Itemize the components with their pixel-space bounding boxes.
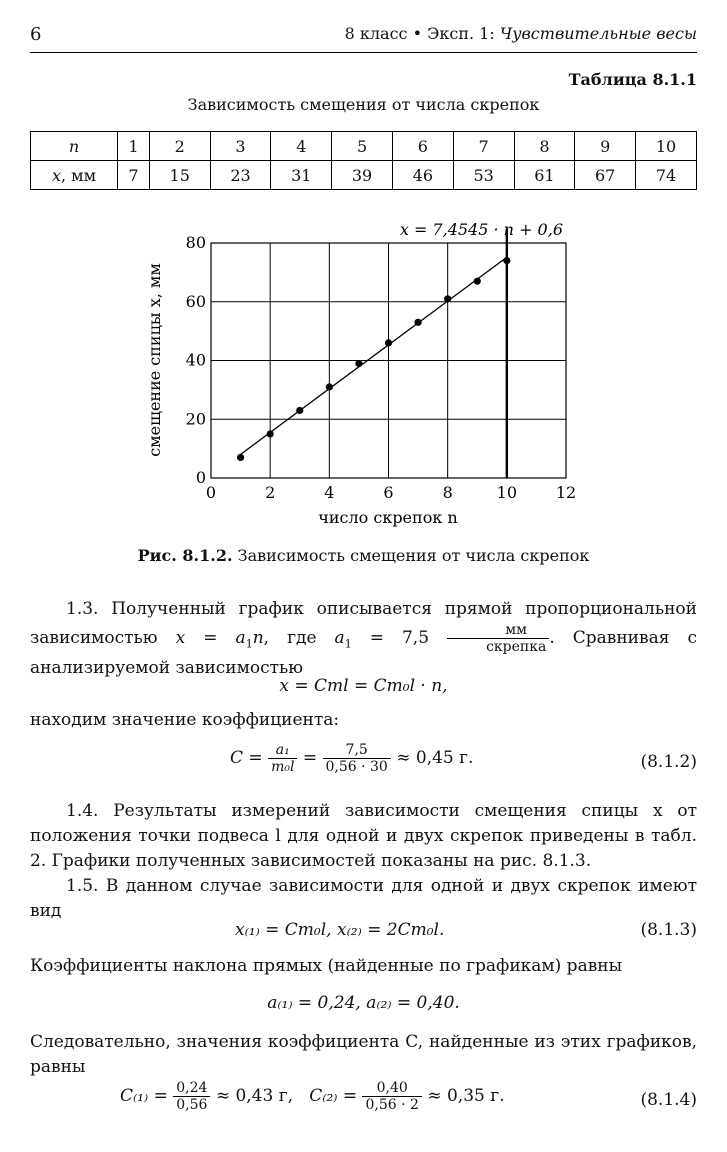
data-point xyxy=(444,295,451,302)
paragraph-1-4: 1.4. Результаты измерений зависимости смещения спицы x от положения точки подвеса l для одной и двух скрепок приведены в табл. 2. Графики полученных зависимостей показаны на рис. 8.1.3. xyxy=(30,801,697,871)
table-cell: 9 xyxy=(575,132,636,161)
table-row-n xyxy=(31,132,697,161)
eq4-frac-1 xyxy=(173,1080,210,1113)
data-point xyxy=(237,454,244,461)
table-cell: 10 xyxy=(636,132,697,161)
x-axis-label: число скрепок n xyxy=(318,508,458,527)
data-point xyxy=(474,278,481,285)
fit-equation-label: x = 7,4545 · n + 0,6 xyxy=(399,220,563,239)
chart-grid xyxy=(211,243,566,478)
table-cell: 31 xyxy=(271,161,332,190)
table-label: Таблица 8.1.1 xyxy=(568,70,697,89)
table-cell: 7 xyxy=(118,161,150,190)
x-tick-label: 10 xyxy=(496,483,518,502)
x-tick-label: 2 xyxy=(265,483,276,502)
eq3-body: x₍₁₎ = Cm₀l, x₍₂₎ = 2Cm₀l. xyxy=(235,920,445,940)
table-cell: 1 xyxy=(118,132,150,161)
page-number: 6 xyxy=(30,24,42,45)
data-point xyxy=(414,319,421,326)
eq2-f1-den: m₀l xyxy=(271,759,295,775)
eq4-c2: C₍₂₎ = xyxy=(309,1086,358,1106)
equation-1: x = Cml = Cm₀l · n, xyxy=(279,676,448,696)
header-topic: Чувствительные весы xyxy=(499,24,697,43)
data-point xyxy=(385,339,392,346)
x-tick-label: 8 xyxy=(442,483,453,502)
equation-number: (8.1.4) xyxy=(640,1090,697,1110)
table-header-x-unit: , мм xyxy=(60,165,97,185)
y-tick-label: 20 xyxy=(185,409,206,429)
table-cell: 15 xyxy=(149,161,210,190)
table-cell: 3 xyxy=(210,132,271,161)
running-header xyxy=(345,24,697,43)
eq4-r1: ≈ 0,43 г, xyxy=(215,1086,294,1106)
table-header-x-var: x xyxy=(51,165,61,185)
table-cell: 61 xyxy=(514,161,575,190)
equation-slopes: a₍₁₎ = 0,24, a₍₂₎ = 0,40. xyxy=(267,993,460,1013)
figure-caption xyxy=(0,546,727,565)
eq2-equals: = xyxy=(302,748,318,768)
table-cell: 67 xyxy=(575,161,636,190)
table-cell: 39 xyxy=(332,161,393,190)
table-cell: 6 xyxy=(392,132,453,161)
y-tick-label: 0 xyxy=(195,468,206,487)
data-point xyxy=(267,430,274,437)
p13-text-a: 1.3. Полученный график описывается прямой пропорциональной зависимостью xyxy=(30,599,697,648)
x-tick-label: 12 xyxy=(555,483,577,502)
eq4-f1-num: 0,24 xyxy=(173,1080,210,1097)
table-caption: Зависимость смещения от числа скрепок xyxy=(187,95,540,114)
table-cell: 7 xyxy=(453,132,514,161)
header-rule xyxy=(30,52,697,53)
paragraph-find: находим значение коэффициента: xyxy=(30,710,340,730)
figure-caption-text: Зависимость смещения от числа скрепок xyxy=(237,546,590,565)
eq4-f1-den: 0,56 xyxy=(176,1097,208,1113)
eq2-frac-1 xyxy=(268,742,297,775)
eq2-lhs: C = xyxy=(230,748,263,768)
equation-8-1-4 xyxy=(30,1080,697,1120)
eq4-frac-2 xyxy=(362,1080,421,1113)
p13-text-c: . Сравнивая с анализируемой зависимостью xyxy=(30,628,697,679)
data-point xyxy=(503,257,510,264)
data-point xyxy=(296,407,303,414)
paragraph-1-3: 1.3. Полученный график описывается прямой пропорциональной зависимостью $x = a_1n$, где $a_1 = 7,5$ $\frac{мм}{\text{скрепка}}$ . Сравнивая с анализируемой зависимостью xyxy=(30,599,697,679)
x-tick-label: 4 xyxy=(324,483,335,502)
y-tick-label: 40 xyxy=(185,350,206,370)
y-tick-label: 60 xyxy=(185,291,206,311)
equation-number: (8.1.3) xyxy=(640,920,697,940)
table-header-n: n xyxy=(31,132,118,161)
data-point xyxy=(355,360,362,367)
table-cell: 53 xyxy=(453,161,514,190)
equation-8-1-2 xyxy=(30,742,697,782)
equation-number: (8.1.2) xyxy=(640,752,697,772)
x-tick-label: 6 xyxy=(383,483,394,502)
table-header-x xyxy=(31,161,118,190)
table-cell: 2 xyxy=(149,132,210,161)
header-experiment: Эксп. 1: xyxy=(427,24,495,43)
header-grade: 8 класс xyxy=(344,24,408,43)
table-cell: 23 xyxy=(210,161,271,190)
chart-tick-labels xyxy=(186,233,577,502)
eq4-f2-num: 0,40 xyxy=(362,1080,421,1097)
eq2-frac-2 xyxy=(323,742,391,775)
data-point xyxy=(326,383,333,390)
eq2-rhs: ≈ 0,45 г. xyxy=(396,748,474,768)
eq2-f2-den: 0,56 · 30 xyxy=(325,759,388,775)
unit-fraction xyxy=(447,622,549,655)
header-bullet: • xyxy=(412,24,423,43)
y-tick-label: 80 xyxy=(185,233,206,252)
table-cell: 5 xyxy=(332,132,393,161)
y-axis-label: смещение спицы x, мм xyxy=(145,263,164,457)
table-cell: 8 xyxy=(514,132,575,161)
chart-marks xyxy=(237,229,510,478)
unit-fraction-den: скрепка xyxy=(486,639,547,655)
paragraph-1-5: 1.5. В данном случае зависимости для одной и двух скрепок имеют вид xyxy=(30,876,697,921)
eq4-f2-den: 0,56 · 2 xyxy=(365,1097,419,1113)
eq2-f2-num: 7,5 xyxy=(323,742,391,759)
unit-fraction-num: мм xyxy=(447,622,549,639)
data-table xyxy=(30,131,697,190)
paragraph-slopes: Коэффициенты наклона прямых (найденные по графикам) равны xyxy=(30,956,623,976)
p13-text-b: , где xyxy=(263,628,335,648)
table-row-x xyxy=(31,161,697,190)
eq4-c1: C₍₁₎ = xyxy=(120,1086,168,1106)
x-tick-label: 0 xyxy=(205,483,217,502)
paragraph-hence: Следовательно, значения коэффициента C, найденные из этих графиков, равны xyxy=(30,1032,697,1077)
chart xyxy=(0,210,727,535)
table-cell: 4 xyxy=(271,132,332,161)
eq2-f1-num: a₁ xyxy=(268,742,297,759)
table-cell: 46 xyxy=(392,161,453,190)
eq4-r2: ≈ 0,35 г. xyxy=(427,1086,505,1106)
fit-line xyxy=(241,257,507,454)
figure-caption-label: Рис. 8.1.2. xyxy=(137,546,233,565)
table-cell: 74 xyxy=(636,161,697,190)
